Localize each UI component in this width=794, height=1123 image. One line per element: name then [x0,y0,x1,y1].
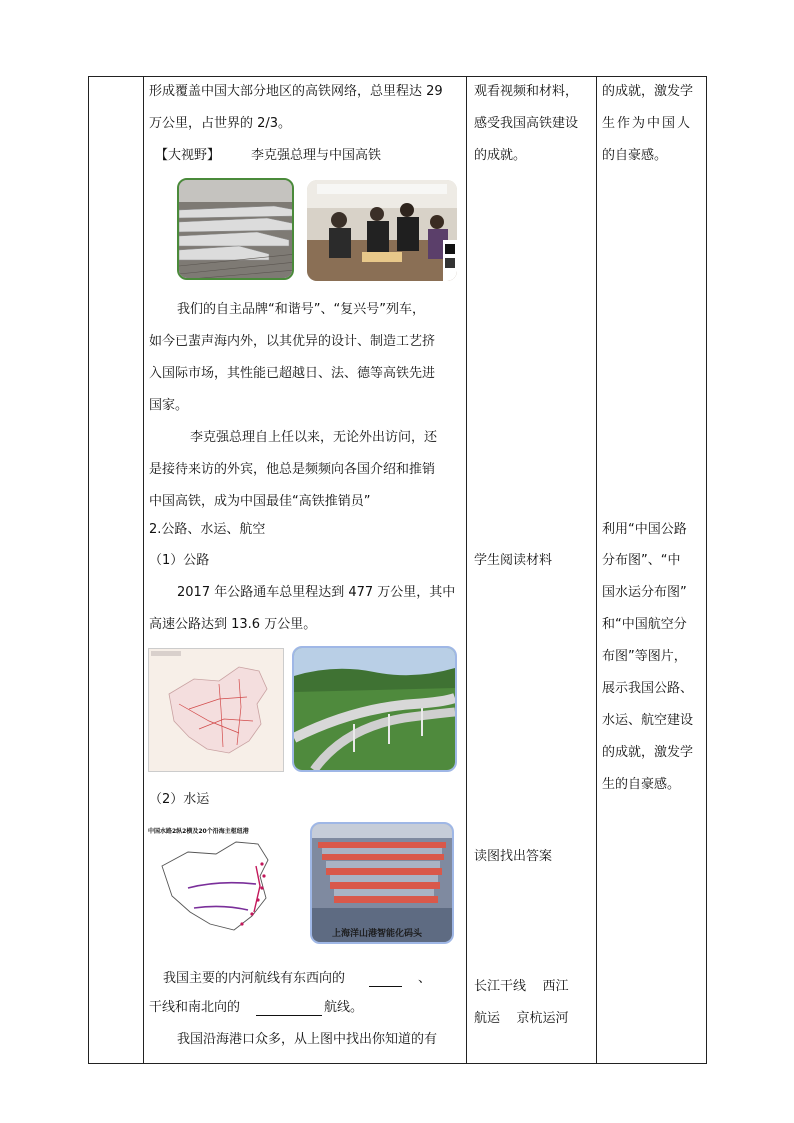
table-bottom-border [88,1063,706,1064]
china-waterway-map [148,826,296,944]
intent-text: 生的自豪感。 [602,777,681,792]
table-divider-2 [466,76,467,1064]
paragraph-line: 入国际市场，其性能已超越日、法、德等高铁先进 [149,366,436,381]
paragraph-line: 我们的自主品牌“和谐号”、“复兴号”列车， [177,302,425,317]
paragraph-line: 形成覆盖中国大部分地区的高铁网络，总里程达 29 [149,84,443,99]
answer-text: 长江干线 西江 [474,979,569,994]
intent-text: 分布图”、“中 [602,553,681,568]
table-border-left [88,76,89,1064]
intent-text: 利用“中国公路 [602,522,687,537]
answer-text: 航运 京杭运河 [474,1011,569,1026]
section-tag: 【大视野】 [155,148,221,163]
table-divider-3 [596,76,597,1064]
china-highway-map [148,648,284,772]
activity-text: 的成就。 [474,148,527,163]
paragraph-line: 、 [418,971,432,986]
paragraph-line: 我国沿海港口众多，从上图中找出你知道的有 [177,1032,438,1047]
table-border-right [706,76,707,1064]
intent-text: 的成就，激发学 [602,745,694,760]
photo-caption: 上海洋山港智能化码头 [332,929,423,939]
activity-text: 学生阅读材料 [474,553,553,568]
activity-text: 感受我国高铁建设 [474,116,579,131]
intent-text: 和“中国航空分 [602,617,687,632]
activity-text: 观看视频和材料， [474,84,579,99]
paragraph-line: 是接待来访的外宾，他总是频频向各国介绍和推销 [149,462,436,477]
paragraph-line: 李克强总理自上任以来，无论外出访问，还 [190,430,438,445]
map-title: 中国水路2纵2横及20个沿海主枢纽港 [148,828,249,835]
intent-text: 国水运分布图” [602,585,687,600]
blank-line [256,1015,322,1016]
elevated-highway-photo [292,646,457,772]
activity-text: 读图找出答案 [474,849,553,864]
paragraph-line: 国家。 [149,398,189,413]
paragraph-line: 万公里，占世界的 2/3。 [149,116,292,131]
subsection-heading: （2）水运 [149,792,210,807]
intent-text: 生作为中国人 [602,116,693,131]
table-top-border [88,76,706,77]
paragraph-line: 2017 年公路通车总里程达到 477 万公里，其中 [177,585,456,600]
high-speed-trains-photo [177,178,294,280]
paragraph-line: 干线和南北向的 [149,1000,241,1015]
intent-text: 的自豪感。 [602,148,668,163]
yangshan-port-photo [310,822,454,944]
section-heading: 2.公路、水运、航空 [149,522,266,537]
intent-text: 的成就，激发学 [602,84,694,99]
subsection-heading: （1）公路 [149,553,210,568]
section-heading: 李克强总理与中国高铁 [251,148,382,163]
paragraph-line: 航线。 [324,1000,364,1015]
paragraph-line: 我国主要的内河航线有东西向的 [163,971,346,986]
intent-text: 展示我国公路、 [602,681,694,696]
paragraph-line: 高速公路达到 13.6 万公里。 [149,617,317,632]
premier-on-train-photo [307,180,457,281]
table-divider-1 [143,76,144,1064]
intent-text: 水运、航空建设 [602,713,694,728]
paragraph-line: 中国高铁，成为中国最佳“高铁推销员” [149,494,371,509]
blank-line [369,986,402,987]
paragraph-line: 如今已蜚声海内外，以其优异的设计、制造工艺挤 [149,334,436,349]
intent-text: 布图”等图片， [602,649,687,664]
